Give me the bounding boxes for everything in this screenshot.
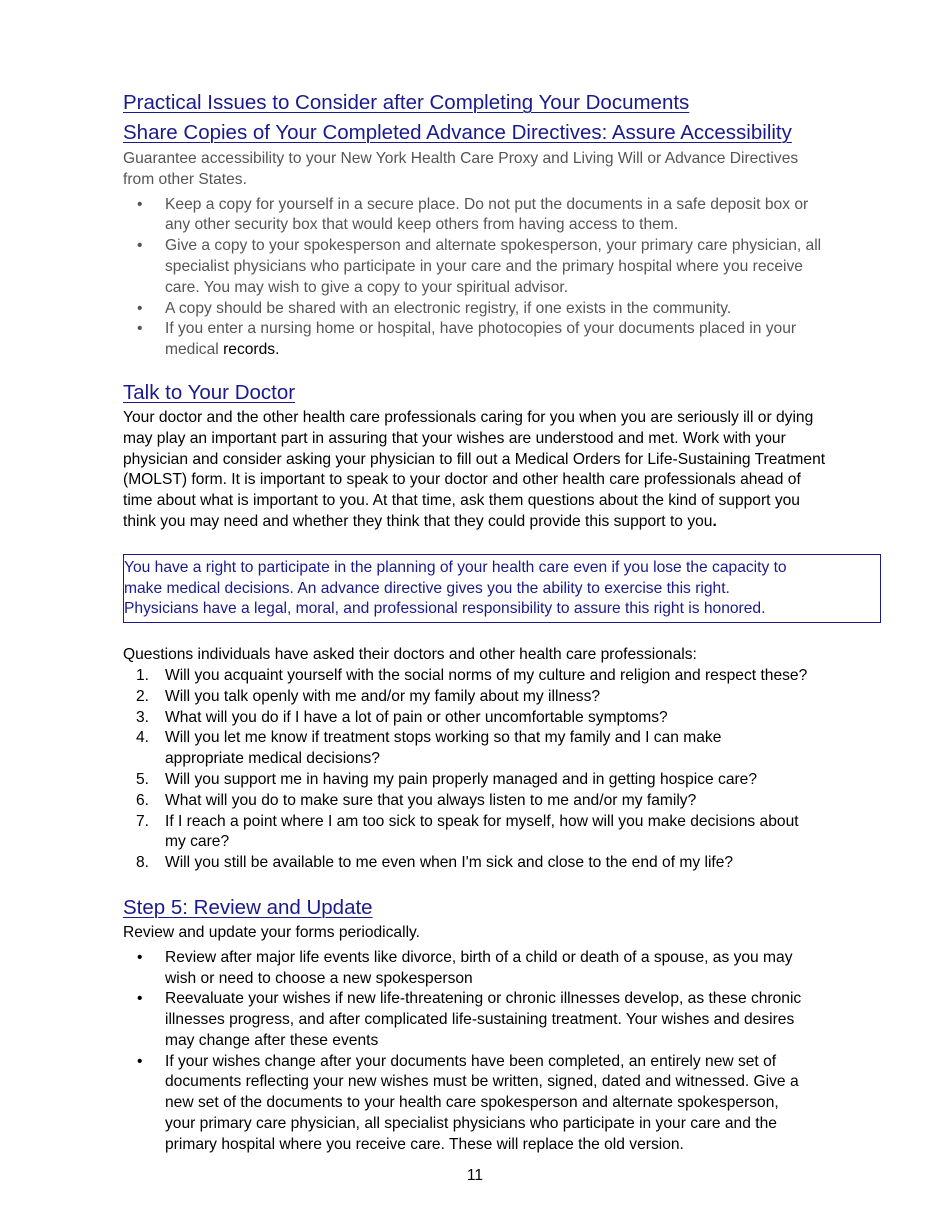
bullet-icon: •: [137, 237, 143, 255]
list-item: [123, 728, 895, 770]
text-line: Will you acquaint yourself with the social norms of my culture and religion and respect these?: [165, 666, 808, 684]
step5-bullet-list: [123, 948, 895, 1156]
list-number: 5.: [136, 770, 150, 788]
section-title-talk-to-doctor[interactable]: Talk to Your Doctor: [123, 380, 296, 404]
list-item: [123, 319, 895, 361]
share-intro-paragraph: [123, 149, 895, 191]
list-item: [123, 299, 895, 320]
text-line: Will you let me know if treatment stops working so that my family and I can make: [165, 729, 722, 747]
list-item: [123, 948, 895, 990]
text-line: You have a right to participate in the planning of your health care even if you lose the capacity to: [124, 558, 787, 576]
text-fragment: .: [712, 512, 717, 530]
text-line: What will you do if I have a lot of pain or other uncomfortable symptoms?: [165, 708, 668, 726]
list-item: [123, 989, 895, 1051]
text-line: [123, 512, 895, 533]
text-line: physician and consider asking your physician to fill out a Medical Orders for Life-Sustaining Treatment: [123, 450, 826, 468]
list-item: [123, 1052, 895, 1156]
list-item: [123, 687, 895, 708]
doctor-paragraph: [123, 408, 895, 533]
questions-list: [123, 666, 895, 874]
text-line: Guarantee accessibility to your New York Health Care Proxy and Living Will or Advance Directives: [123, 150, 799, 167]
text-line: If I reach a point where I am too sick to speak for myself, how will you make decisions about: [165, 812, 799, 830]
text-line: make medical decisions. An advance directive gives you the ability to exercise this right.: [124, 579, 730, 597]
text-line: Keep a copy for yourself in a secure place. Do not put the documents in a safe deposit box or: [165, 195, 809, 213]
text-line: any other security box that would keep others from having access to them.: [165, 216, 679, 234]
text-line: Will you still be available to me even when I'm sick and close to the end of my life?: [165, 854, 734, 872]
text-line: Your doctor and the other health care professionals caring for you when you are seriously ill or dying: [123, 408, 814, 426]
text-line: [165, 340, 895, 361]
list-item: [123, 853, 895, 874]
list-number: 7.: [136, 812, 150, 830]
list-item: [123, 812, 895, 854]
text-fragment: records.: [223, 341, 280, 359]
text-line: illnesses progress, and after complicated life-sustaining treatment. Your wishes and desires: [165, 1011, 795, 1029]
page-number: 11: [466, 1167, 484, 1184]
list-item: [123, 708, 895, 729]
section-title-practical-issues[interactable]: Practical Issues to Consider after Completing Your Documents: [123, 91, 690, 114]
text-line: may play an important part in assuring that your wishes are understood and met. Work with your: [123, 429, 786, 447]
text-line: If your wishes change after your documents have been completed, an entirely new set of: [165, 1052, 777, 1070]
text-line: Will you support me in having my pain properly managed and in getting hospice care?: [165, 770, 758, 788]
bullet-icon: •: [137, 990, 143, 1008]
text-line: from other States.: [123, 170, 247, 188]
document-page: [123, 88, 895, 1156]
text-line: may change after these events: [165, 1031, 379, 1049]
section-title-step5-review[interactable]: Step 5: Review and Update: [123, 895, 373, 919]
text-line: What will you do to make sure that you always listen to me and/or my family?: [165, 791, 697, 809]
text-line: time about what is important to you. At that time, ask them questions about the kind of support you: [123, 492, 800, 510]
list-item: [123, 666, 895, 687]
share-bullet-list: [123, 195, 895, 361]
bullet-icon: •: [137, 195, 143, 213]
section-title-share-copies[interactable]: Share Copies of Your Completed Advance Directives: Assure Accessibility: [123, 121, 792, 144]
questions-intro: Questions individuals have asked their doctors and other health care professionals:: [123, 646, 697, 664]
list-number: 2.: [136, 687, 150, 705]
text-line: Will you talk openly with me and/or my family about my illness?: [165, 687, 601, 705]
text-line: documents reflecting your new wishes must be written, signed, dated and witnessed. Give a: [165, 1073, 799, 1091]
bullet-icon: •: [137, 320, 143, 338]
text-line: Physicians have a legal, moral, and professional responsibility to assure this right is honored.: [124, 600, 766, 618]
bullet-icon: •: [137, 948, 143, 966]
text-line: wish or need to choose a new spokesperson: [165, 969, 473, 987]
list-item: [123, 791, 895, 812]
text-line: primary hospital where you receive care. These will replace the old version.: [165, 1135, 684, 1153]
list-number: 1.: [136, 666, 150, 684]
list-item: [123, 236, 895, 298]
bullet-icon: •: [137, 299, 143, 317]
list-number: 3.: [136, 708, 150, 726]
text-line: A copy should be shared with an electronic registry, if one exists in the community.: [165, 299, 732, 317]
bullet-icon: •: [137, 1052, 143, 1070]
text-line: Reevaluate your wishes if new life-threatening or chronic illnesses develop, as these chronic: [165, 990, 802, 1008]
text-line: Review after major life events like divorce, birth of a child or death of a spouse, as you may: [165, 948, 793, 966]
text-line: care. You may wish to give a copy to your spiritual advisor.: [165, 278, 569, 296]
list-item: [123, 195, 895, 237]
text-line: If you enter a nursing home or hospital, have photocopies of your documents placed in your: [165, 320, 797, 338]
text-line: my care?: [165, 833, 230, 851]
text-line: specialist physicians who participate in your care and the primary hospital where you receive: [165, 257, 803, 275]
text-line: new set of the documents to your health care spokesperson and alternate spokesperson,: [165, 1094, 779, 1112]
text-line: your primary care physician, all specialist physicians who participate in your care and the: [165, 1115, 777, 1133]
text-line: appropriate medical decisions?: [165, 750, 380, 768]
text-line: (MOLST) form. It is important to speak to your doctor and other health care professionals ahead of: [123, 471, 801, 489]
list-number: 6.: [136, 791, 150, 809]
list-item: [123, 770, 895, 791]
rights-callout-box: [123, 554, 881, 623]
text-fragment: think you may need and whether they think that they could provide this support to you: [123, 512, 713, 530]
list-number: 8.: [136, 854, 150, 872]
text-line: Give a copy to your spokesperson and alternate spokesperson, your primary care physician, all: [165, 237, 822, 255]
step5-intro: Review and update your forms periodically.: [123, 923, 421, 941]
list-number: 4.: [136, 729, 150, 747]
text-fragment: medical: [165, 341, 224, 359]
